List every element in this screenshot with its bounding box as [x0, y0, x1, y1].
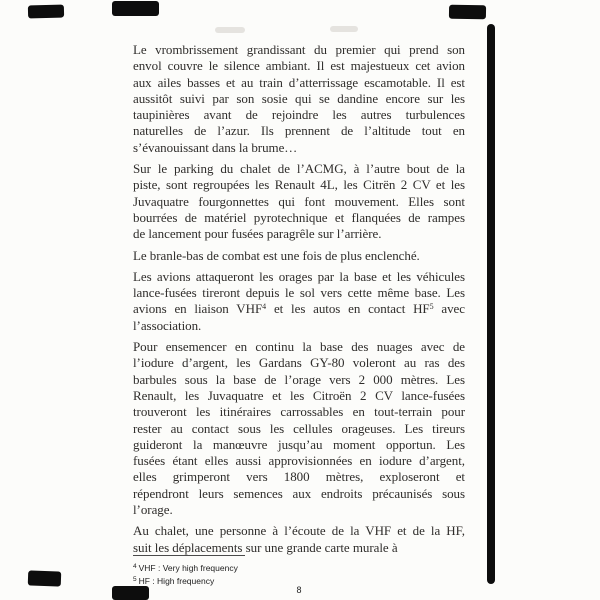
paragraph	[133, 42, 465, 156]
text-line: aux ailes basses et au train d’atterrissage escamotable. Il est	[133, 74, 465, 90]
toner-smudge	[215, 27, 245, 33]
text-line: piste, sont regroupées les Renault 4L, les Citrën 2 CV et les	[133, 177, 465, 193]
text-line: trouveront les itinéraires carrossables en tout-terrain pour	[133, 404, 465, 420]
scan-artifact-right-bar	[487, 24, 495, 584]
paragraph	[133, 523, 465, 556]
text-line: Pour ensemencer en continu la base des nuages avec de	[133, 339, 465, 355]
text-line: avions en liaison VHF$^4$ et les autos en contact HF$^5$ avec	[133, 301, 465, 317]
footnotes	[133, 555, 465, 587]
text-line: barbules sous la base de l’orage vers 2 000 mètres. Les	[133, 371, 465, 387]
paragraph	[133, 248, 465, 264]
paragraph	[133, 339, 465, 518]
text-line: l’iodure d’argent, les Gardans GY-80 voleront au ras des	[133, 355, 465, 371]
footnote-text: VHF : Very high frequency	[138, 563, 238, 573]
text-line: Renault, les Juvaquatre et les Citroën 2 CV lance-fusées	[133, 387, 465, 403]
footnote-reference: 5	[429, 302, 434, 312]
text-line: l’association.	[133, 317, 202, 333]
text-line: envol couvre le silence ambiant. Il est majestueux cet avion	[133, 58, 465, 74]
text-line: guideront la manœuvre jusqu’au moment opportun. Les	[133, 436, 465, 452]
text-line: Le vrombrissement grandissant du premier qui prend son	[133, 42, 465, 57]
footnote-text: HF : High frequency	[138, 576, 215, 586]
text-line: lance-fusées tireront depuis le sol vers cette même base. Les	[133, 285, 465, 301]
toner-smudge	[330, 26, 358, 32]
text-line: rester au contact sous les cellules orageuses. Les tireurs	[133, 420, 465, 436]
footnote-separator	[133, 555, 245, 556]
footnote-marker: 4	[133, 563, 137, 570]
text-line: elles grimperont vers 1800 mètres, exploseront et	[133, 469, 465, 485]
text-line: aussitôt suivi par son sosie qui se dandine encore sur les	[133, 90, 465, 106]
text-line: Juvaquatre fourgonnettes qui font mouvement. Elles sont	[133, 193, 465, 209]
text-line: taupinières avant de rejoindre les autres turbulences	[133, 107, 465, 123]
footnote-marker: 5	[133, 576, 137, 583]
footnote	[133, 561, 465, 574]
text-line: s’évanouissant dans la brume…	[133, 139, 298, 155]
scan-artifact-bottom-left	[28, 570, 62, 586]
scan-artifact-top-left	[28, 5, 64, 19]
text-line: Au chalet, une personne à l’écoute de la VHF et de la HF,	[133, 523, 465, 539]
paragraph	[133, 161, 465, 242]
text-line: l’orage.	[133, 502, 173, 518]
text-line: Les avions attaqueront les orages par la base et les véhicules	[133, 268, 465, 284]
footnote-reference: 4	[262, 302, 267, 312]
page-number: 8	[296, 585, 302, 595]
text-line: naturelles de l’azur. Ils prennent de l’altitude tout en	[133, 123, 465, 139]
page-text	[133, 42, 465, 561]
paragraph	[133, 269, 465, 334]
text-line: répendront leurs semences aux endroits précaunisés sous	[133, 485, 465, 501]
text-line: de lancement pour fusées paragrêle sur l’arrière.	[133, 226, 382, 242]
text-line: bourrées de matériel pyrotechnique et flanquées de rampes	[133, 209, 465, 225]
scan-artifact-top-center	[112, 1, 159, 16]
text-line: fusées étant elles aussi approvisionnées en iodure d’argent,	[133, 453, 465, 469]
scan-artifact-top-right	[449, 5, 486, 20]
text-line: suit les déplacements sur une grande carte murale à	[133, 539, 398, 555]
text-line: Le branle-bas de combat est une fois de plus enclenché.	[133, 247, 420, 263]
text-line: Sur le parking du chalet de l’ACMG, à l’autre bout de la	[133, 161, 465, 177]
